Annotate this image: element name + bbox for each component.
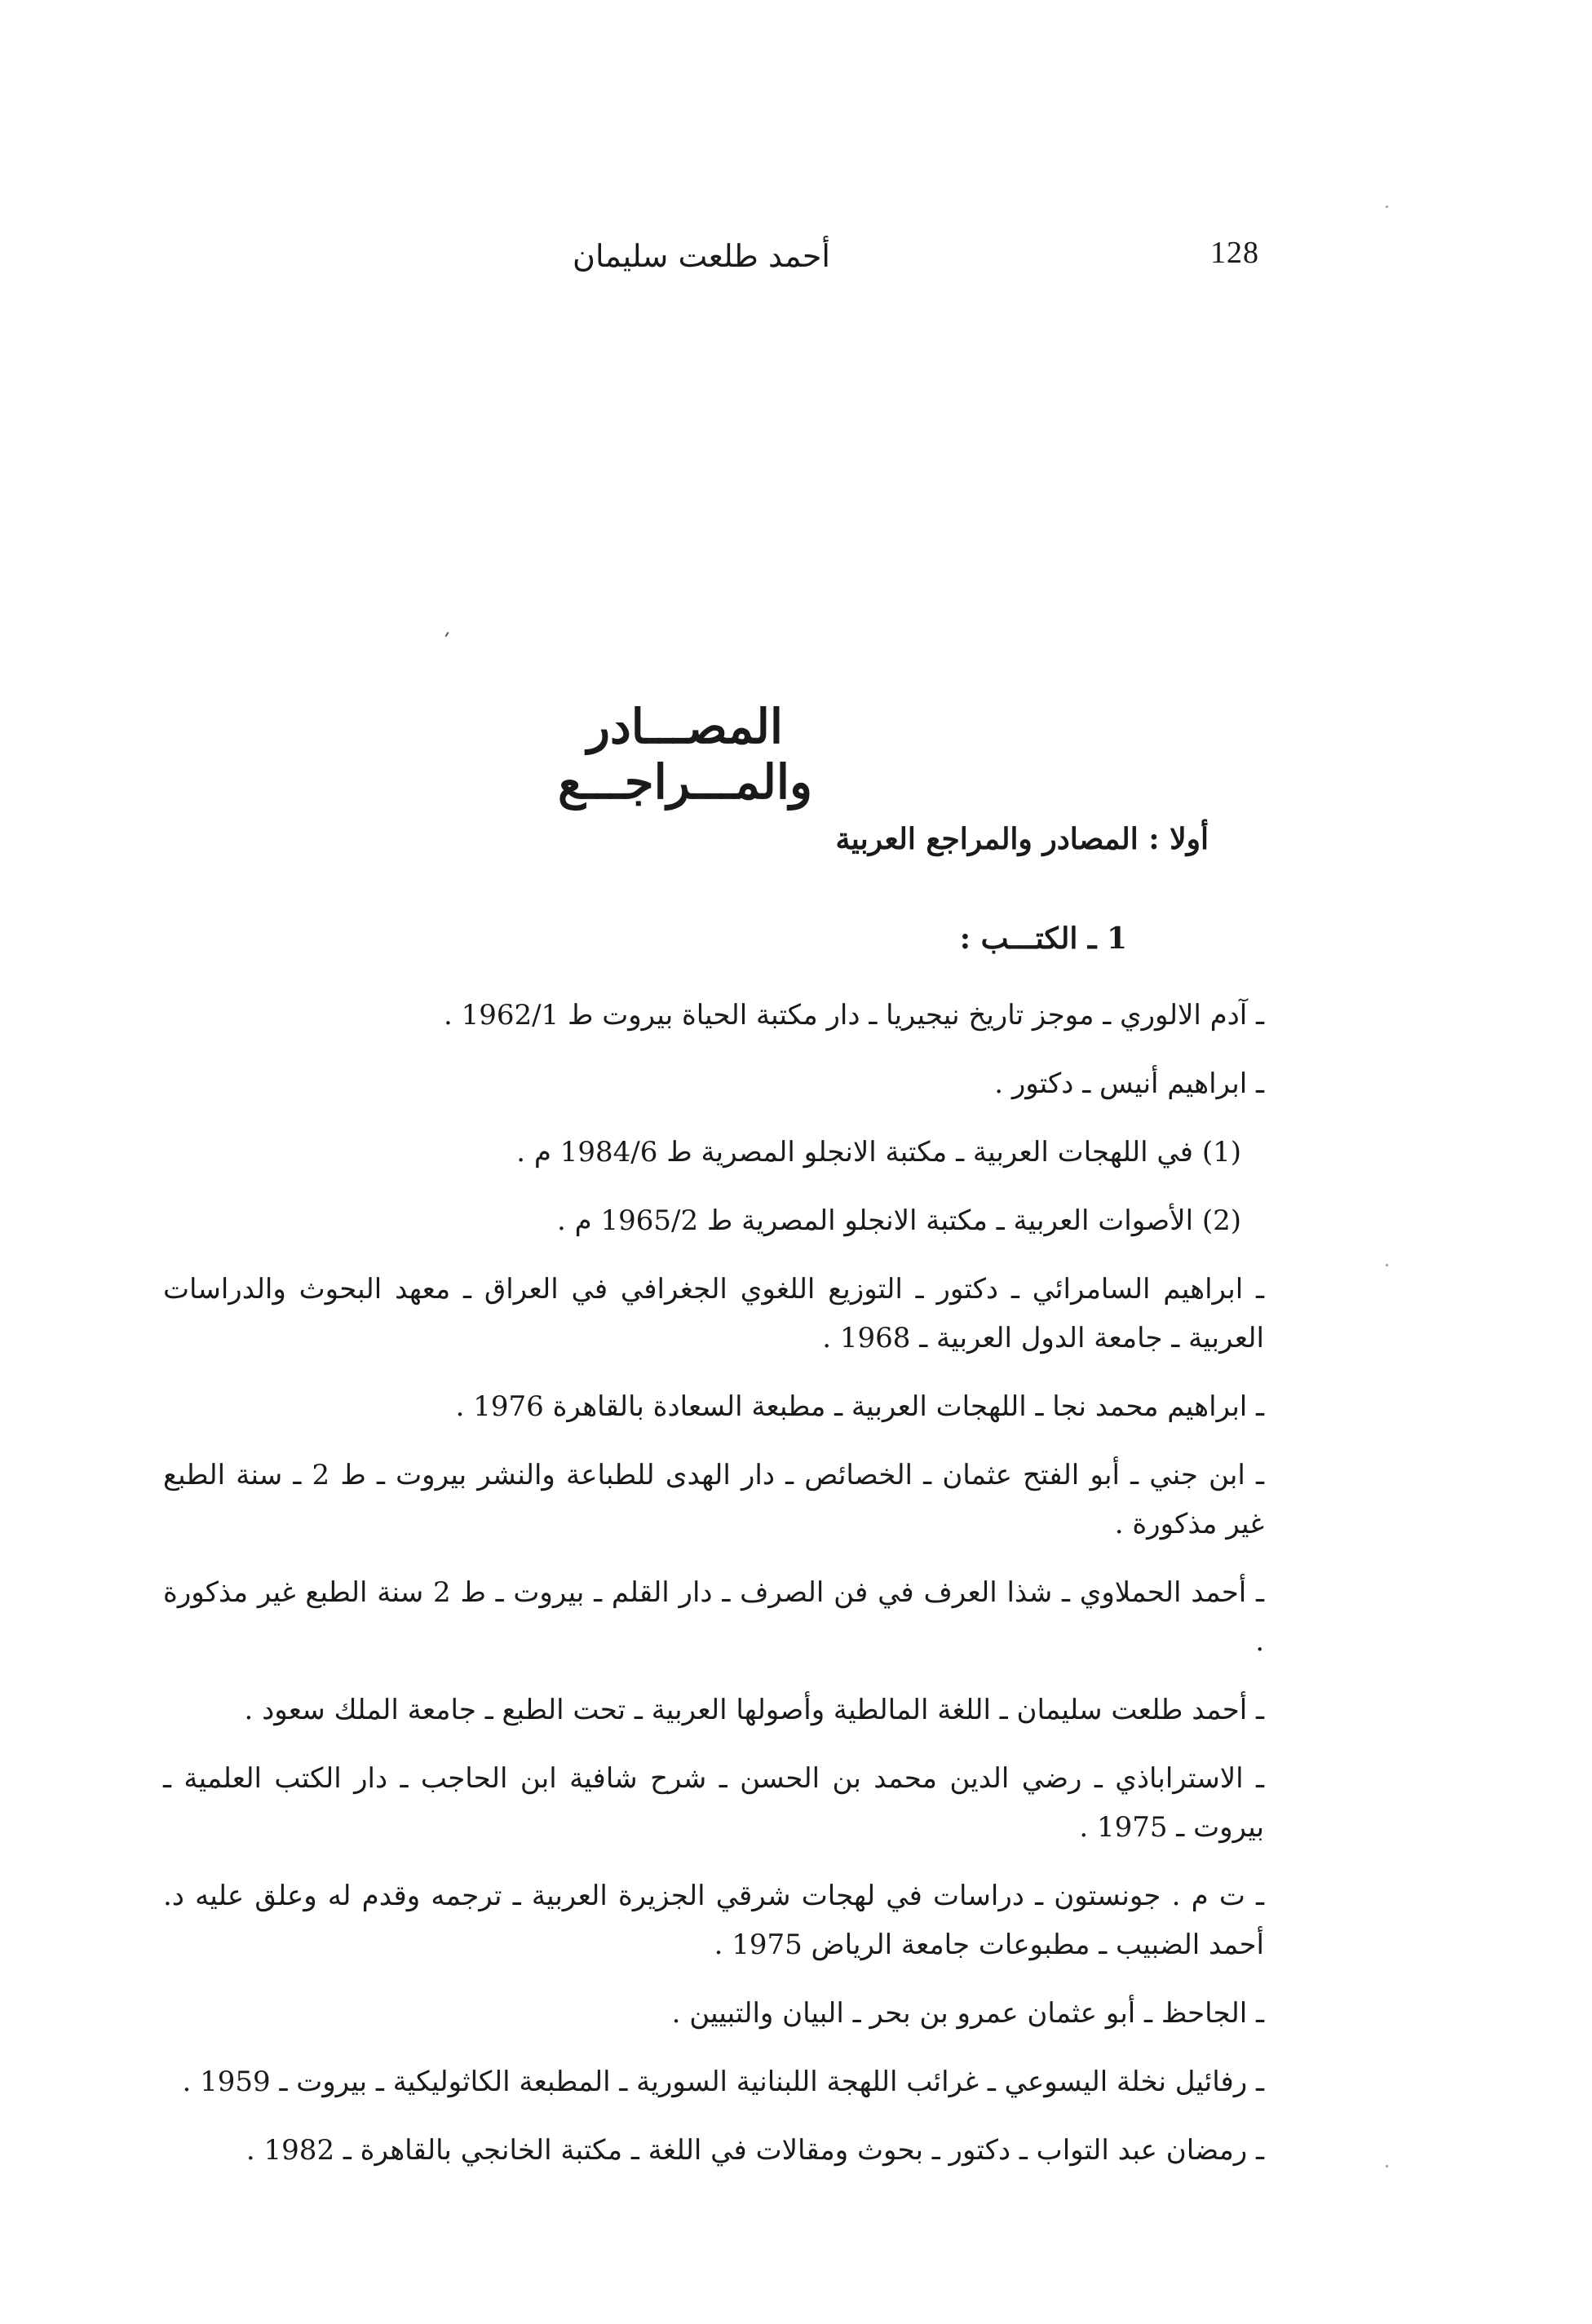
chapter-title: المصـــادر والمـــراجـــع [557,698,813,810]
bibliography-subentry: (2) الأصوات العربية ـ مكتبة الانجلو المصرية ط 1965/2 م . [557,1204,1241,1237]
bibliography-entry: ـ ابراهيم أنيس ـ دكتور . [994,1067,1264,1100]
scan-speck [445,632,449,637]
bibliography-entry: ـ ابن جني ـ أبو الفتح عثمان ـ الخصائص ـ دار الهدى للطباعة والنشر بيروت ـ ط 2 ـ سنة الطبع غير مذكورة . [163,1459,1264,1540]
bibliography-entry: ـ ابراهيم محمد نجا ـ اللهجات العربية ـ مطبعة السعادة بالقاهرة 1976 . [455,1390,1264,1423]
bibliography-entry: ـ رمضان عبد التواب ـ دكتور ـ بحوث ومقالات في اللغة ـ مكتبة الخانجي بالقاهرة ـ 1982 . [245,2134,1264,2167]
bibliography-entry: ـ رفائيل نخلة اليسوعي ـ غرائب اللهجة اللبنانية السورية ـ المطبعة الكاثوليكية ـ بيروت ـ 1959 . [182,2066,1264,2098]
bibliography-subentry: (1) في اللهجات العربية ـ مكتبة الانجلو المصرية ط 1984/6 م . [516,1136,1241,1169]
bibliography-entry: ـ ابراهيم السامرائي ـ دكتور ـ التوزيع اللغوي الجغرافي في العراق ـ معهد البحوث والدراسات العربية ـ جامعة الدول العربية ـ 1968 . [163,1273,1264,1354]
bibliography-list [163,991,1264,2194]
bibliography-entry: ـ أحمد الحملاوي ـ شذا العرف في فن الصرف ـ دار القلم ـ بيروت ـ ط 2 سنة الطبع غير مذكورة . [163,1576,1264,1658]
running-head-author: أحمد طلعت سليمان [573,238,830,274]
subsection-heading: 1 ـ الكتـــب : [959,921,1127,956]
bibliography-entry: ـ أحمد طلعت سليمان ـ اللغة المالطية وأصولها العربية ـ تحت الطبع ـ جامعة الملك سعود . [244,1694,1264,1726]
bibliography-entry: ـ ت م . جونستون ـ دراسات في لهجات شرقي الجزيرة العربية ـ ترجمه وقدم له وعلق عليه د. أحمد الضبيب ـ مطبوعات جامعة الرياض 1975 . [163,1880,1265,1961]
bibliography-entry: ـ الاستراباذي ـ رضي الدين محمد بن الحسن ـ شرح شافية ابن الحاجب ـ دار الكتب العلمية ـ بيروت ـ 1975 . [163,1762,1264,1844]
page-number: 128 [1210,236,1259,270]
bibliography-entry: ـ الجاحظ ـ أبو عثمان عمرو بن بحر ـ البيان والتبيين . [671,1997,1264,2030]
scan-speck [1386,1264,1388,1266]
scan-speck [1386,205,1388,208]
scan-speck [1386,2165,1388,2167]
section-heading: أولا : المصادر والمراجع العربية [835,822,1209,856]
bibliography-entry: ـ آدم الالوري ـ موجز تاريخ نيجيريا ـ دار مكتبة الحياة بيروت ط 1962/1 . [443,999,1264,1032]
